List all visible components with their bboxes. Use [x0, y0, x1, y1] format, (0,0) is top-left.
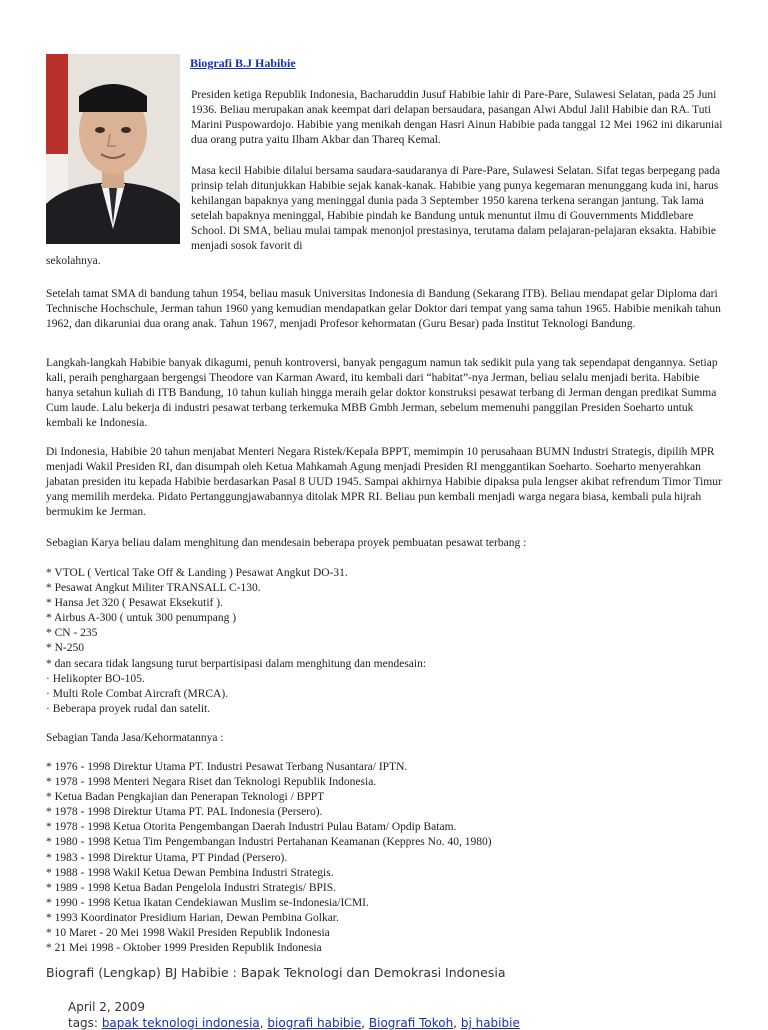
honors-heading: Sebagian Tanda Jasa/Kehormatannya :	[46, 732, 224, 744]
tags-label: tags:	[68, 1016, 98, 1030]
list-item: * CN - 235	[46, 627, 98, 640]
works-list	[46, 566, 726, 717]
intro-paragraph-2: Masa kecil Habibie dilalui bersama saudara-saudaranya di Pare-Pare, Sulawesi Selatan. Sifat tegas berpegang pada prinsip telah ditunjukkan Habibie sejak kanak-kanak. Habibie yang punya kegemaran menunggang kuda ini, harus kehilangan bapaknya yang meninggal dunia pada 3 September 1950 karena terkena serangan jantung. Tak lama setelah bapaknya meninggal, Habibie pindah ke Bandung untuk menuntut ilmu di Gouvernments Middlebare School. Di SMA, beliau mulai tampak menonjol prestasinya, terutama dalam pelajaran-pelajaran eksakta. Habibie menjadi sosok favorit di	[191, 165, 721, 253]
list-item: * 1988 - 1998 Wakil Ketua Dewan Pembina Industri Strategis.	[46, 866, 334, 879]
list-item: * Hansa Jet 320 ( Pesawat Eksekutif ).	[46, 597, 223, 610]
body-paragraph-education: Setelah tamat SMA di bandung tahun 1954, beliau masuk Universitas Indonesia di Bandung (Sekarang ITB). Beliau mendapat gelar Diploma dari Technische Hochschule, Jerman tahun 1960 yang kemudian mendapatkan gelar Doktor dari tempat yang sama tahun 1965. Habibie menikah tahun 1962, dan dikaruniai dua orang anak. Tahun 1967, menjadi Profesor kehormatan (Guru Besar) pada Institut Teknologi Bandung.	[46, 288, 721, 331]
list-item: * Ketua Badan Pengkajian dan Penerapan Teknologi / BPPT	[46, 791, 325, 804]
tag-link-bj-habibie[interactable]: bj habibie	[460, 1016, 520, 1030]
list-item: * 1980 - 1998 Ketua Tim Pengembangan Industri Pertahanan Keamanan (Keppres No. 40, 1980)	[46, 836, 492, 849]
portrait-illustration	[46, 54, 180, 244]
works-heading: Sebagian Karya beliau dalam menghitung dan mendesain beberapa proyek pembuatan pesawat terbang :	[46, 537, 527, 549]
intro-paragraph-tail: sekolahnya.	[46, 255, 101, 267]
list-item: * 1989 - 1998 Ketua Badan Pengelola Industri Strategis/ BPIS.	[46, 881, 337, 894]
tag-link-bapak-teknologi[interactable]: bapak teknologi indonesia	[101, 1016, 260, 1030]
tag-link-biografi-tokoh[interactable]: Biografi Tokoh	[368, 1016, 454, 1030]
list-item: * Airbus A-300 ( untuk 300 penumpang )	[46, 612, 237, 625]
list-item: * 1983 - 1998 Direktur Utama, PT Pindad (Persero).	[46, 851, 288, 864]
list-item: * 1978 - 1998 Direktur Utama PT. PAL Indonesia (Persero).	[46, 806, 323, 819]
list-item: * Pesawat Angkut Militer TRANSALL C-130.	[46, 582, 261, 595]
post-title: Biografi (Lengkap) BJ Habibie : Bapak Teknologi dan Demokrasi Indonesia	[46, 965, 506, 980]
list-item: * 10 Maret - 20 Mei 1998 Wakil Presiden Republik Indonesia	[46, 927, 330, 940]
list-item: · Helikopter BO-105.	[46, 672, 145, 685]
honors-list	[46, 760, 726, 956]
list-item: · Beberapa proyek rudal dan satelit.	[46, 702, 211, 715]
list-item: * 1978 - 1998 Menteri Negara Riset dan Teknologi Republik Indonesia.	[46, 776, 377, 789]
list-item: * VTOL ( Vertical Take Off & Landing ) Pesawat Angkut DO-31.	[46, 567, 348, 579]
list-item: * 21 Mei 1998 - Oktober 1999 Presiden Republik Indonesia	[46, 942, 322, 955]
list-item: * 1993 Koordinator Presidium Harian, Dewan Pembina Golkar.	[46, 911, 339, 924]
article-title-link[interactable]: Biografi B.J Habibie	[190, 56, 296, 70]
portrait-photo	[46, 54, 180, 244]
list-item: * dan secara tidak langsung turut berpartisipasi dalam menghitung dan mendesain:	[46, 657, 427, 670]
tag-link-biografi-habibie[interactable]: biografi habibie	[267, 1016, 362, 1030]
list-item: * 1976 - 1998 Direktur Utama PT. Industri Pesawat Terbang Nusantara/ IPTN.	[46, 761, 408, 773]
post-tags: tags: bapak teknologi indonesia, biografi habibie, Biografi Tokoh, bj habibie	[68, 1016, 520, 1030]
list-item: * 1990 - 1998 Ketua Ikatan Cendekiawan Muslim se-Indonesia/ICMI.	[46, 896, 369, 909]
list-item: * 1978 - 1998 Ketua Otorita Pengembangan Daerah Industri Pulau Batam/ Opdip Batam.	[46, 821, 457, 834]
list-item: * N-250	[46, 642, 85, 655]
intro-paragraph-1: Presiden ketiga Republik Indonesia, Bacharuddin Jusuf Habibie lahir di Pare-Pare, Sulawesi Selatan, pada 25 Juni 1936. Beliau merupakan anak keempat dari delapan bersaudara, pasangan Alwi Abdul Jalil Habibie dan RA. Tuti Marini Puspowardojo. Habibie yang menikah dengan Hasri Ainun Habibie pada tanggal 12 Mei 1962 ini dikaruniai dua orang putra yaitu Ilham Akbar dan Thareq Kemal.	[191, 89, 723, 147]
body-paragraph-indonesia: Di Indonesia, Habibie 20 tahun menjabat Menteri Negara Ristek/Kepala BPPT, memimpin 10 perusahaan BUMN Industri Strategis, dipilih MPR menjadi Wakil Presiden RI, dan disumpah oleh Ketua Mahkamah Agung menjadi Presiden RI menggantikan Soeharto. Soeharto menyerahkan jabatan presiden itu kepada Habibie berdasarkan Pasal 8 UUD 1945. Sampai akhirnya Habibie dipaksa pula lengser akibat refrendum Timor Timur yang memilih merdeka. Pidato Pertanggungjawabannya ditolak MPR RI. Beliau pun kembali menjadi warga negara biasa, kembali pula hijrah bermukim ke Jerman.	[46, 446, 722, 519]
body-paragraph-career: Langkah-langkah Habibie banyak dikagumi, penuh kontroversi, banyak pengagum namun tak sedikit pula yang tak sependapat dengannya. Setiap kali, peraih penghargaan bergengsi Theodore van Karman Award, itu kembali dari “habitat”-nya Jerman, beliau selalu menjadi berita. Habibie hanya setahun kuliah di ITB Bandung, 10 tahun kuliah hingga meraih gelar doktor konstruksi pesawat terbang di Jerman dengan predikat Summa Cum laude. Lalu bekerja di industri pesawat terbang terkemuka MBB Gmbh Jerman, sebelum memenuhi panggilan Presiden Soeharto untuk kembali ke Indonesia.	[46, 357, 718, 430]
post-date: April 2, 2009	[68, 1000, 146, 1014]
list-item: · Multi Role Combat Aircraft (MRCA).	[46, 687, 229, 700]
